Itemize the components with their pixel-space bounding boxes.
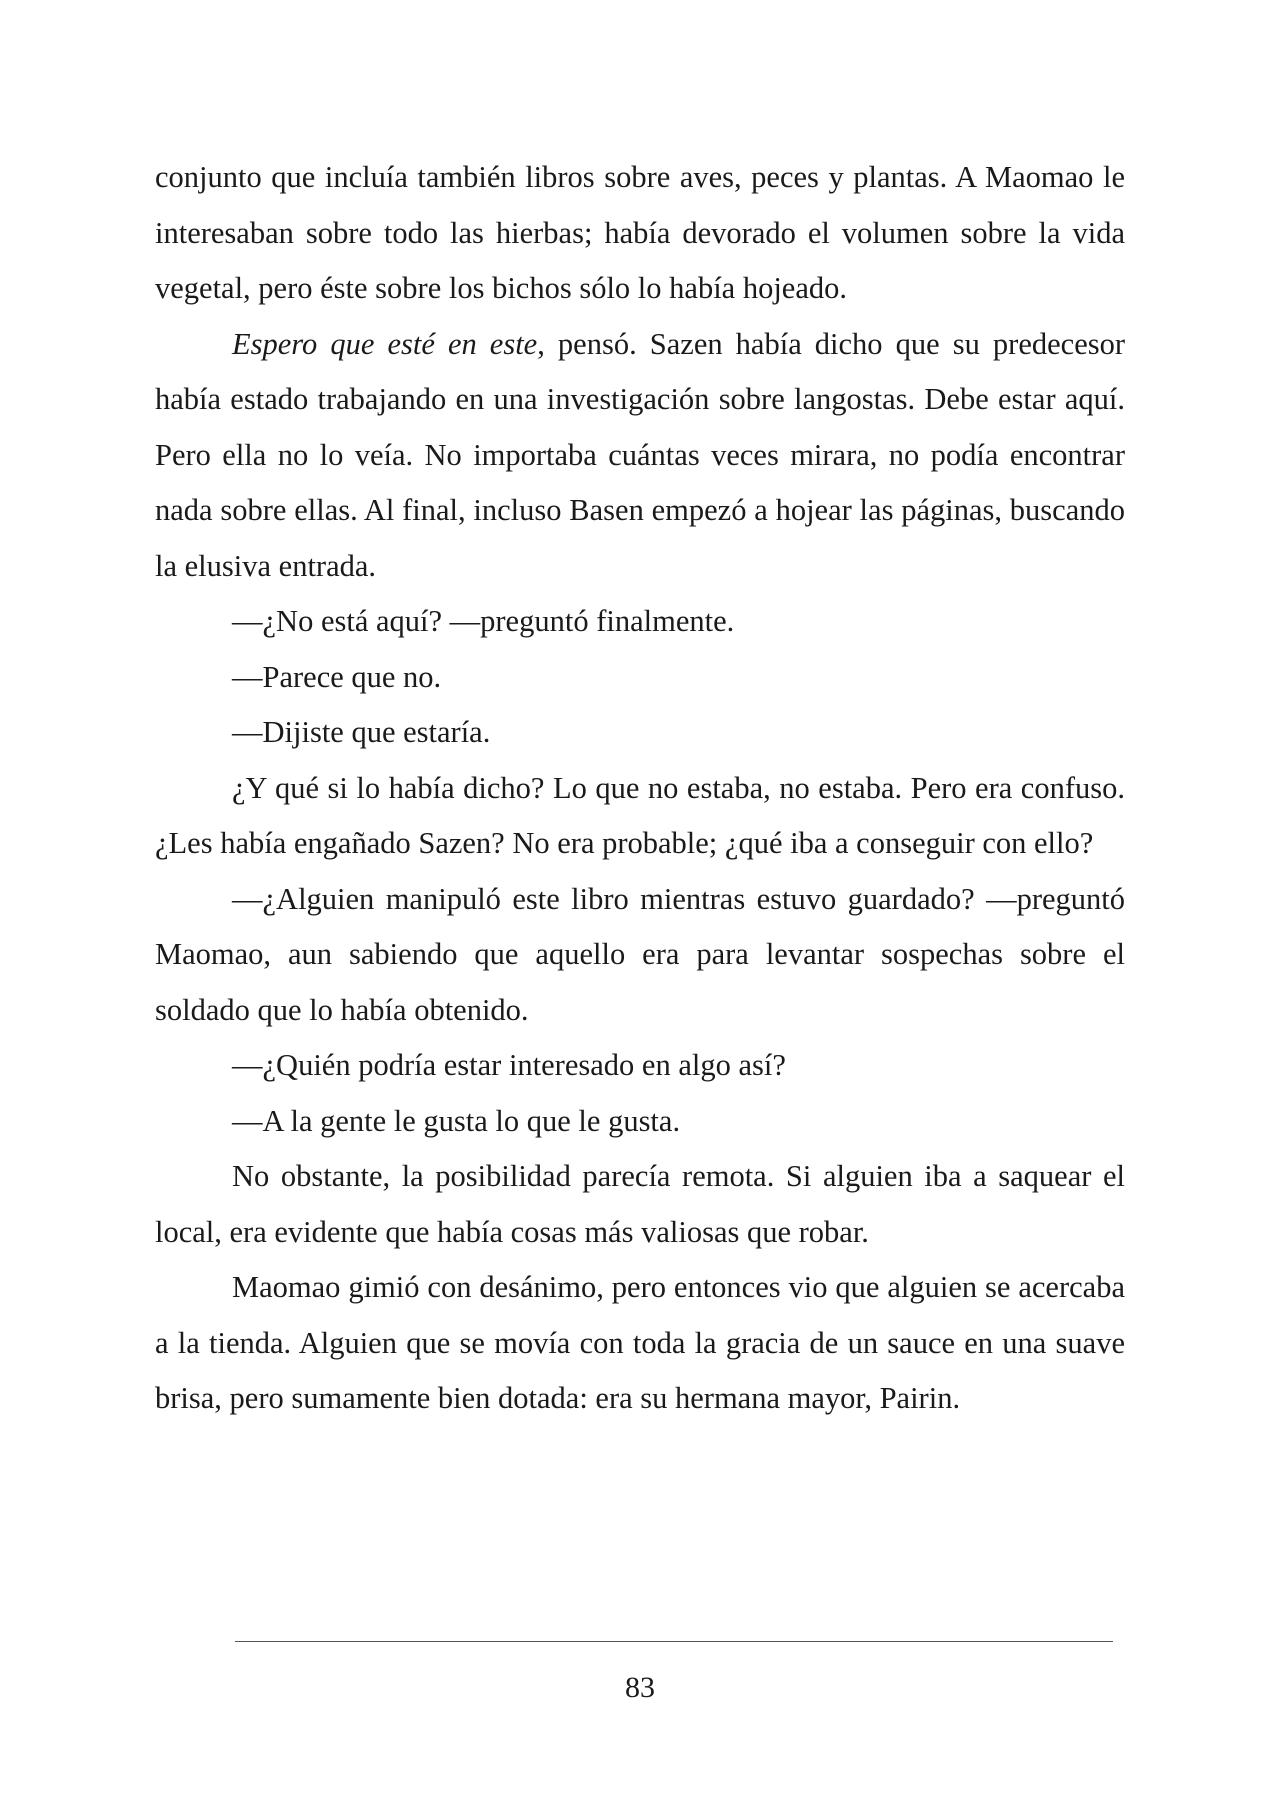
page-number: 83 xyxy=(625,1671,655,1704)
text-run: —¿No está aquí? —preguntó finalmente. xyxy=(232,604,735,638)
italic-text-run: Espero que esté en este xyxy=(232,326,538,361)
paragraph xyxy=(155,650,1125,706)
paragraph xyxy=(155,705,1125,761)
text-run: ¿Y qué si lo había dicho? Lo que no estaba, no estaba. Pero era confuso. ¿Les había engañado Sazen? No era probable; ¿qué iba a conseguir con ello? xyxy=(155,770,1125,860)
text-run: —Dijiste que estaría. xyxy=(232,715,491,749)
paragraph xyxy=(155,594,1125,650)
footer-rule xyxy=(235,1641,1113,1642)
text-run: —¿Alguien manipuló este libro mientras estuvo guardado? —preguntó Maomao, aun sabiendo que aquello era para levantar sospechas sobre el soldado que lo había obtenido. xyxy=(155,881,1125,1027)
paragraph xyxy=(155,1094,1125,1150)
paragraph xyxy=(155,317,1125,595)
text-run: Maomao gimió con desánimo, pero entonces vio que alguien se acercaba a la tienda. Alguien que se movía con toda la gracia de un sauce en una suave brisa, pero sumamente bien dotada: era su hermana mayor, Pairin. xyxy=(155,1270,1125,1415)
page-body xyxy=(155,150,1125,1427)
paragraph xyxy=(155,150,1125,317)
paragraph xyxy=(155,1260,1125,1427)
paragraph xyxy=(155,1038,1125,1094)
paragraph xyxy=(155,761,1125,872)
text-run: —Parece que no. xyxy=(232,659,442,694)
text-run: , pensó. Sazen había dicho que su predecesor había estado trabajando en una investigación sobre langostas. Debe estar aquí. Pero ella no lo veía. No importaba cuántas veces mirara, no podía encontrar nada sobre ellas. Al final, incluso Basen empezó a hojear las páginas, buscando la elusiva entrada. xyxy=(155,326,1126,583)
text-run: conjunto que incluía también libros sobre aves, peces y plantas. A Maomao le interesaban sobre todo las hierbas; había devorado el volumen sobre la vida vegetal, pero éste sobre los bichos sólo lo había hojeado. xyxy=(155,160,1125,305)
text-run: —A la gente le gusta lo que le gusta. xyxy=(232,1103,681,1138)
text-run: —¿Quién podría estar interesado en algo así? xyxy=(232,1048,786,1082)
text-run: No obstante, la posibilidad parecía remota. Si alguien iba a saquear el local, era evidente que había cosas más valiosas que robar. xyxy=(155,1159,1125,1249)
paragraph xyxy=(155,1149,1125,1260)
paragraph xyxy=(155,872,1125,1039)
